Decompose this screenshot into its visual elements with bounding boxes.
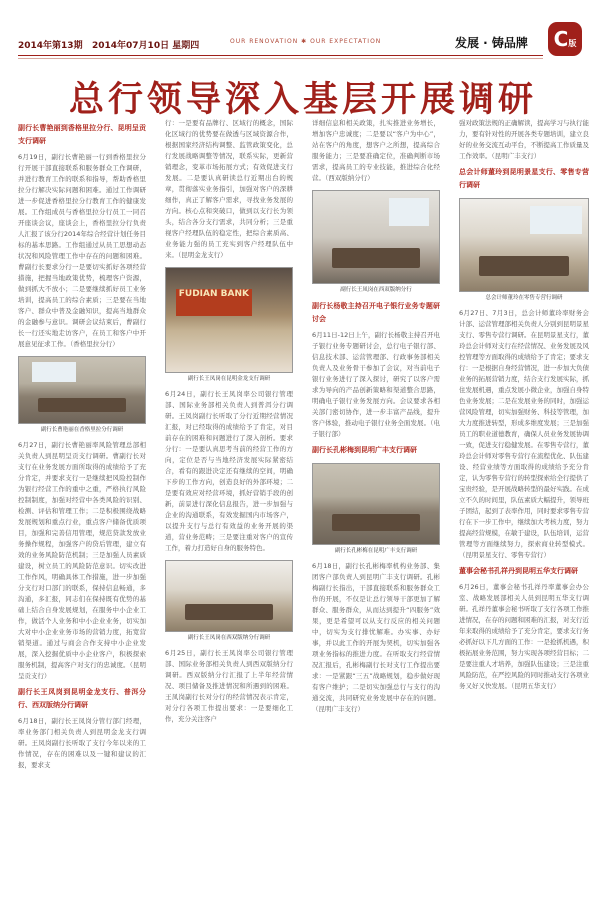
article-body: 6月26日，董事会秘书孔祥丹率董事会办公室、战略发展部相关人员到昆明五华支行调研。孔祥丹董事会秘书听取了支行各项工作推进情况，在存的问题和困难的汇报，对支行近年来取得的成绩给予了充分肯定，要求支行务必抓好以下几方面的工作：一是抢抓机遇，积极拓展业务范围，努力实现各项经营目标；二是要注重人才培养，加强队伍建设；三是注重风险防范，在严控风险的同时推动支行各项业务又好又快发展。（昆明五华支行） [459, 583, 589, 690]
photo-caption: 副行长王凤岗在西双版纳分行 [340, 287, 412, 293]
badge-letter: C [553, 27, 569, 51]
photo-table [332, 248, 420, 268]
header-rule [18, 55, 543, 56]
article-heading: 副行长曹艳丽到香格里拉分行、昆明呈贡支行调研 [18, 124, 146, 145]
article-photo [312, 190, 440, 284]
photo-table [479, 256, 569, 276]
article-body: 6月27日，副行长曹艳丽率风险管理总部相关负责人到昆明呈贡支行调研。曹副行长对支行在业务发展方面所取得的成绩给予了充分肯定，并要求支行一是继续把风险控制作为银行经营工作的重中之重，严格执行风险控制制度，加强对经营中各类风险的识别、检测、评估和管理工作；二是积极围绕战略发展规划和重点行业，重点客户储备优质项目，加强和完善信用管理，规范贷款发放业务操作规程，加强客户的贷后管理，建立有效的业务风险防范机制；三是加强人员素质建设，树立员工的风险防范意识。切实改进工作作风，明确具体工作措施，进一步加强分支行对口部门的联系，保持信息畅通，多沟通，多汇报，同志们在保持既有优势的基础上结合自身发展规划，在服务中小企业工作，做活个人业务和中小企业业务，切实加大对中小企业业务市场的营销力度，拓宽营销渠道。通过与商会合作支持中小企业发展，深入挖掘优质中小企业客户，积极探索服务机制，提高客户对支行的忠诚度。（昆明呈贡支行） [18, 441, 146, 680]
photo-window [530, 206, 581, 234]
page-header [0, 0, 606, 62]
photo-window [389, 198, 429, 226]
photo-caption: 总会计师董玲在零售专营行调研 [485, 295, 563, 301]
column-1 [18, 118, 146, 771]
article-body: 行：一是要有品牌行、区域行的概念，国际化区域行的优势要在做透与区域资源合作，根据国家经济结构调整、监管政策变化，总行发展战略调整等情况，联系实际，更新营销理念，变革市场拓展方式；有效促进支行发展。二是要认真研读总行近期出台的规章，贯彻落实业务指引，加强对客户的深耕细作，真正了解客户需求，寻找业务发展的方向。核心点和突破口，做到以支行长为领头，结合各分支行需求，共同分析；三是重视客户经理队伍的稳定性，把综合素质高、业务能力强的员工充实到客户经理队伍中来。（昆明金龙支行） [165, 119, 293, 259]
publish-date: 2014年07月10日 星期四 [91, 41, 200, 51]
page-title: 总行领导深入基层开展调研 [68, 79, 537, 120]
article-heading: 副行长孔彬梅到昆明广丰支行调研 [312, 446, 417, 454]
badge-suffix: 版 [568, 39, 577, 48]
photo-table [185, 604, 273, 619]
section-name: 发展 · 铸品牌 [455, 36, 528, 50]
article-photo [165, 560, 293, 632]
photo-caption: 副行长王凤岗在西双版纳分行调研 [187, 635, 271, 641]
article-body: 强对政策法规的正确解读，提高学习与执行能力，要有针对性的开展各类专题培训，建立良好的业务交流互动平台，不断提高工作质量及工作效率。（昆明广丰支行） [459, 119, 589, 160]
photo-window [32, 362, 76, 382]
photo-table [332, 514, 420, 532]
article-heading: 董事会秘书孔祥丹到昆明五华支行调研 [459, 567, 578, 575]
article-body: 6月24日，副行长王凤岗率公司银行管理部、国际业务部相关负责人到普洱分行调研。王凤岗副行长听取了分行近期经营情况汇报，对已经取得的成绩给予了肯定，对目前存在的困难和问题进行了深入剖析。要求分行：一是要认真思考当前的经营工作的方向，定位是否与当地经济发展实际紧密结合，看有的跟进决定还有继续的空间，明确下步的工作方向，创造良好的外部环境；二是要有效应对经营环境，抓好营销手段的创新，前景进行深化信息报告，进一步加强与企业的沟通联系，有效发掘国内市场客户，以提升支行与总行有效益的业务开展的渠道，营业务范畴；三是要注重对客户的宣传工作，着力打造好自身的服务特色。 [165, 390, 293, 552]
article-body: 详细信息和相关政策，扎实推进业务增长，增加客户忠诚度；二是要以“客户为中心”，站在客户的角度，想客户之所想，提高综合服务能力；三是要准确定位，准确判断市场需求，提高员工的专业技能，推进综合化经营。（西双版纳分行） [312, 119, 440, 182]
photo-caption: 副行长曹艳丽在香格里拉分行调研 [40, 427, 124, 433]
article-body: 6月25日，副行长王凤岗率公司银行管理部、国际业务部相关负责人到西双版纳分行调研。西双版纳分行汇报了上半年经营情况、项目储备及推进情况和所遇到的困难。王凤岗副行长对分行的经营情况表示肯定，对分行各项工作提出要求：一是要细化工作，充分关注客户 [165, 649, 293, 723]
article-heading: 副行长王凤岗到昆明金龙支行、普洱分行、西双版纳分行调研 [18, 688, 146, 709]
photo-caption: 副行长孔彬梅在昆明广丰支行调研 [334, 548, 418, 554]
article-heading: 副行长杨敬主持召开电子银行业务专题研讨会 [312, 302, 440, 323]
issue-date [18, 38, 199, 51]
column-3 [312, 118, 440, 715]
article-photo [312, 463, 440, 545]
header-slogan: OUR RENOVATION ✱ OUR EXPECTATION [230, 38, 382, 45]
photo-caption: 副行长王凤岗在昆明金龙支行调研 [187, 376, 271, 382]
article-photo [165, 267, 293, 373]
article-photo [459, 198, 589, 292]
article-body: 6月11日-12日上午，副行长杨敬主持召开电子银行业务专题研讨会，总行电子银行部、信息技术部、运营管理部、行政事务部相关负责人及业务骨干参加了会议，对当前电子银行业务进行了深入探讨，研究了以客户需求为导向的产品创新策略和渠道整合思路，明确电子银行业务发展方向。会议要求各相关部门密切协作，进一步丰富产品线，提升客户体验，推动电子银行业务全面发展。（电子银行部） [312, 331, 440, 438]
column-4 [459, 118, 589, 692]
article-photo [18, 356, 146, 424]
header-rule-thin [18, 58, 543, 59]
photo-bank-sign: FUDIAN BANK [176, 289, 252, 316]
article-body: 6月19日，副行长曹艳丽一行到香格里拉分行开展干部直接联系和服务群众工作调研，并进行教育工作的联系和指导，帮助香格里拉分行解决实际问题和困难。通过工作调研进一步促进香格里拉分行教育工作的健康发展。工作组成员与香格里拉分行员工一同召开座谈会议，座谈会上，香格里拉分行负责人汇报了该分行2014年综合经营计划任务目标的基本思路。工作组通过从员工思想动态状况和风险管理工作中存在的问题和困难。曹副行长要求分行一是要切实抓好各项经营措施，把握当地政策优势，梳理客户资源，做到抓大不放小；二是要继续抓好员工业务培训，提高员工的综合素质；三是要在当地客户、群众中普及金融知识，提高当地群众的金融参与意识。调研会议结束后，曹副行长一行还实地走访客户，在员工和客户中开展意见征求工作。（香格里拉分行） [18, 153, 146, 348]
photo-table [38, 398, 126, 413]
column-2 [165, 118, 293, 725]
article-body: 6月18日，副行长孔彬梅率机构业务部、集团客户部负责人到昆明广丰支行调研。孔彬梅副行长指出，干部直接联系和服务群众工作的开展，不仅是让总行领导干部更加了解群众、服务群众，从而达到提升“四服务”效果，更是希望可以从支行反应的相关问题中，切实为支行排忧解难。办实事、办好事，并以此工作的开展为契机，切实加强各项业务指标的推进力度。在听取支行经营情况汇报后，孔彬梅副行长对支行工作提出要求：一是紧跟“三五”战略规划，稳步做好现有客户维护；二是切实加强总行与支行的沟通交流，共同研究业务发展中存在的问题。（昆明广丰支行） [312, 562, 440, 713]
article-body: 6月27日、7月3日，总会计师董玲率财务会计部、运营管理部相关负责人分别到昆明景星支行、零售专营行调研。在昆明景星支行，董玲总会计师对支行在经营情况、业务发展及风控管理等方面取得的成绩给予了肯定；要求支行：一是根据自身经营情况，进一步加大负债业务的拓展营销力度，结合支行发展实际，抓住发展机遇，重点发展小微企业，加强自身特色业务发展；二是在发展业务的同时，加强运营风险管理，切实加强财务、科技等管理，加大力度推进转型，形成多维度发展；三是加强员工的职业道德教育，确保人员业务发展协调一致，促进支行稳健发展。在零售专营行，董玲总会计师对零售专营行在流程优化、队伍建设、经营业绩等方面取得的成绩给予充分肯定，认为零售专营行的转型探索给全行提供了宝贵经验，是开展战略转型的最好实践。在成立不久的时间里，队伍素质大幅提升，领导班子团结，起到了表率作用，同时要求零售专营行在下一步工作中，继续加大考核力度，努力提高经营规模，在敏于建设，队伍培训，运营管理等方面继续努力，探索商业转型模式。（昆明景星支行、零售专营行） [459, 309, 589, 559]
page-badge [548, 22, 582, 56]
issue-number: 2014年第13期 [18, 41, 83, 51]
article-heading: 总会计师董玲到昆明景星支行、零售专营行调研 [459, 168, 589, 189]
article-body: 6月18日，副行长王凤岗分管行部门经理，率业务部门相关负责人到昆明金龙支行调研。王凤岗副行长听取了支行今年以来的工作情况，存在的困难以及一键和建议的汇报，要求支 [18, 717, 146, 769]
